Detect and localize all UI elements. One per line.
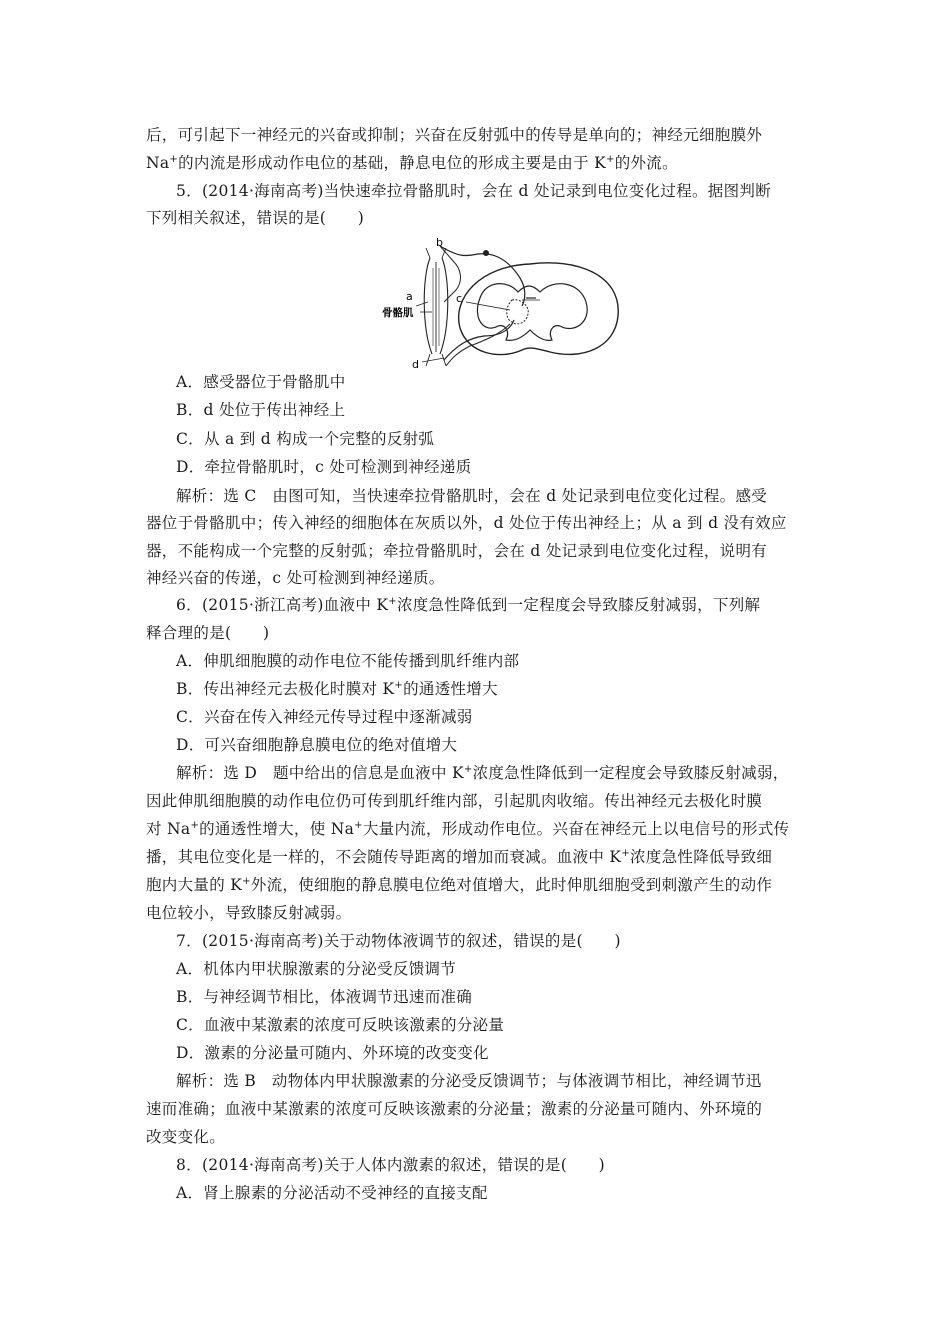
question-5-option: D．牵拉骨骼肌时，c 处可检测到神经递质 — [176, 458, 472, 476]
question-6-analysis: 对 Na+的通透性增大，使 Na+大量内流，形成动作电位。兴奋在神经元上以电信号的形式传 — [146, 820, 790, 838]
question-6-option: B．传出神经元去极化时膜对 K+的通透性增大 — [176, 680, 498, 698]
label-d: d — [412, 358, 419, 371]
label-a: a — [406, 290, 413, 303]
question-6-analysis: 播，其电位变化是一样的，不会随传导距离的增加而衰减。血液中 K+浓度急性降低导致细 — [146, 848, 773, 866]
question-6-option: A．伸肌细胞膜的动作电位不能传播到肌纤维内部 — [176, 652, 520, 670]
question-7-option: C．血液中某激素的浓度可反映该激素的分泌量 — [176, 1016, 505, 1034]
question-5-analysis: 器位于骨骼肌中；传入神经的细胞体在灰质以外，d 处位于传出神经上；从 a 到 d 没有效应 — [146, 514, 787, 532]
question-7-stem: 7．(2015·海南高考)关于动物体液调节的叙述，错误的是( ) — [176, 932, 621, 950]
spinal-reflex-diagram — [360, 228, 620, 374]
question-5-analysis: 解析：选 C 由图可知，当快速牵拉骨骼肌时，会在 d 处记录到电位变化过程。感受 — [176, 487, 768, 505]
question-6-analysis: 胞内大量的 K+外流，使细胞的静息膜电位绝对值增大，此时伸肌细胞受到刺激产生的动作 — [146, 876, 773, 894]
paragraph-line: 后，可引起下一神经元的兴奋或抑制；兴奋在反射弧中的传导是单向的；神经元细胞膜外 — [146, 126, 763, 144]
question-5-option: B．d 处位于传出神经上 — [176, 401, 346, 419]
label-skeletal-muscle: 骨骼肌 — [382, 307, 414, 319]
question-6-stem: 释合理的是( ) — [146, 624, 270, 642]
question-7-option: D．激素的分泌量可随内、外环境的改变变化 — [176, 1044, 489, 1062]
question-6-stem: 6．(2015·浙江高考)血液中 K+浓度急性降低到一定程度会导致膝反射减弱，下列解 — [176, 596, 761, 614]
label-c: c — [456, 292, 463, 305]
question-5-stem: 下列相关叙述，错误的是( ) — [146, 209, 365, 227]
question-6-option: D．可兴奋细胞静息膜电位的绝对值增大 — [176, 736, 458, 754]
question-5-option: A．感受器位于骨骼肌中 — [176, 373, 346, 391]
question-7-analysis: 改变变化。 — [146, 1128, 226, 1146]
question-7-option: B．与神经调节相比，体液调节迅速而准确 — [176, 988, 473, 1006]
question-6-analysis: 解析：选 D 题中给出的信息是血液中 K+浓度急性降低到一定程度会导致膝反射减弱， — [176, 764, 789, 782]
question-6-analysis: 因此伸肌细胞膜的动作电位仍可传到肌纤维内部，引起肌肉收缩。传出神经元去极化时膜 — [146, 792, 763, 810]
paragraph-line: Na+的内流是形成动作电位的基础，静息电位的形成主要是由于 K+的外流。 — [146, 154, 678, 172]
question-7-option: A．机体内甲状腺激素的分泌受反馈调节 — [176, 960, 457, 978]
question-8-stem: 8．(2014·海南高考)关于人体内激素的叙述，错误的是( ) — [176, 1156, 606, 1174]
question-5-analysis: 器，不能构成一个完整的反射弧；牵拉骨骼肌时，会在 d 处记录到电位变化过程，说明有 — [146, 542, 768, 560]
question-6-analysis: 电位较小，导致膝反射减弱。 — [146, 904, 352, 922]
question-7-analysis: 解析：选 B 动物体内甲状腺激素的分泌受反馈调节；与体液调节相比，神经调节迅 — [176, 1072, 762, 1090]
label-b: b — [436, 236, 443, 249]
question-5-option: C．从 a 到 d 构成一个完整的反射弧 — [176, 430, 435, 448]
question-6-option: C．兴奋在传入神经元传导过程中逐渐减弱 — [176, 708, 473, 726]
question-5-analysis: 神经兴奋的传递，c 处可检测到神经递质。 — [146, 569, 445, 587]
question-5-stem: 5．(2014·海南高考)当快速牵拉骨骼肌时，会在 d 处记录到电位变化过程。据图判断 — [176, 182, 772, 200]
question-8-option: A．肾上腺素的分泌活动不受神经的直接支配 — [176, 1184, 488, 1202]
question-7-analysis: 速而准确；血液中某激素的浓度可反映该激素的分泌量；激素的分泌量可随内、外环境的 — [146, 1100, 763, 1118]
